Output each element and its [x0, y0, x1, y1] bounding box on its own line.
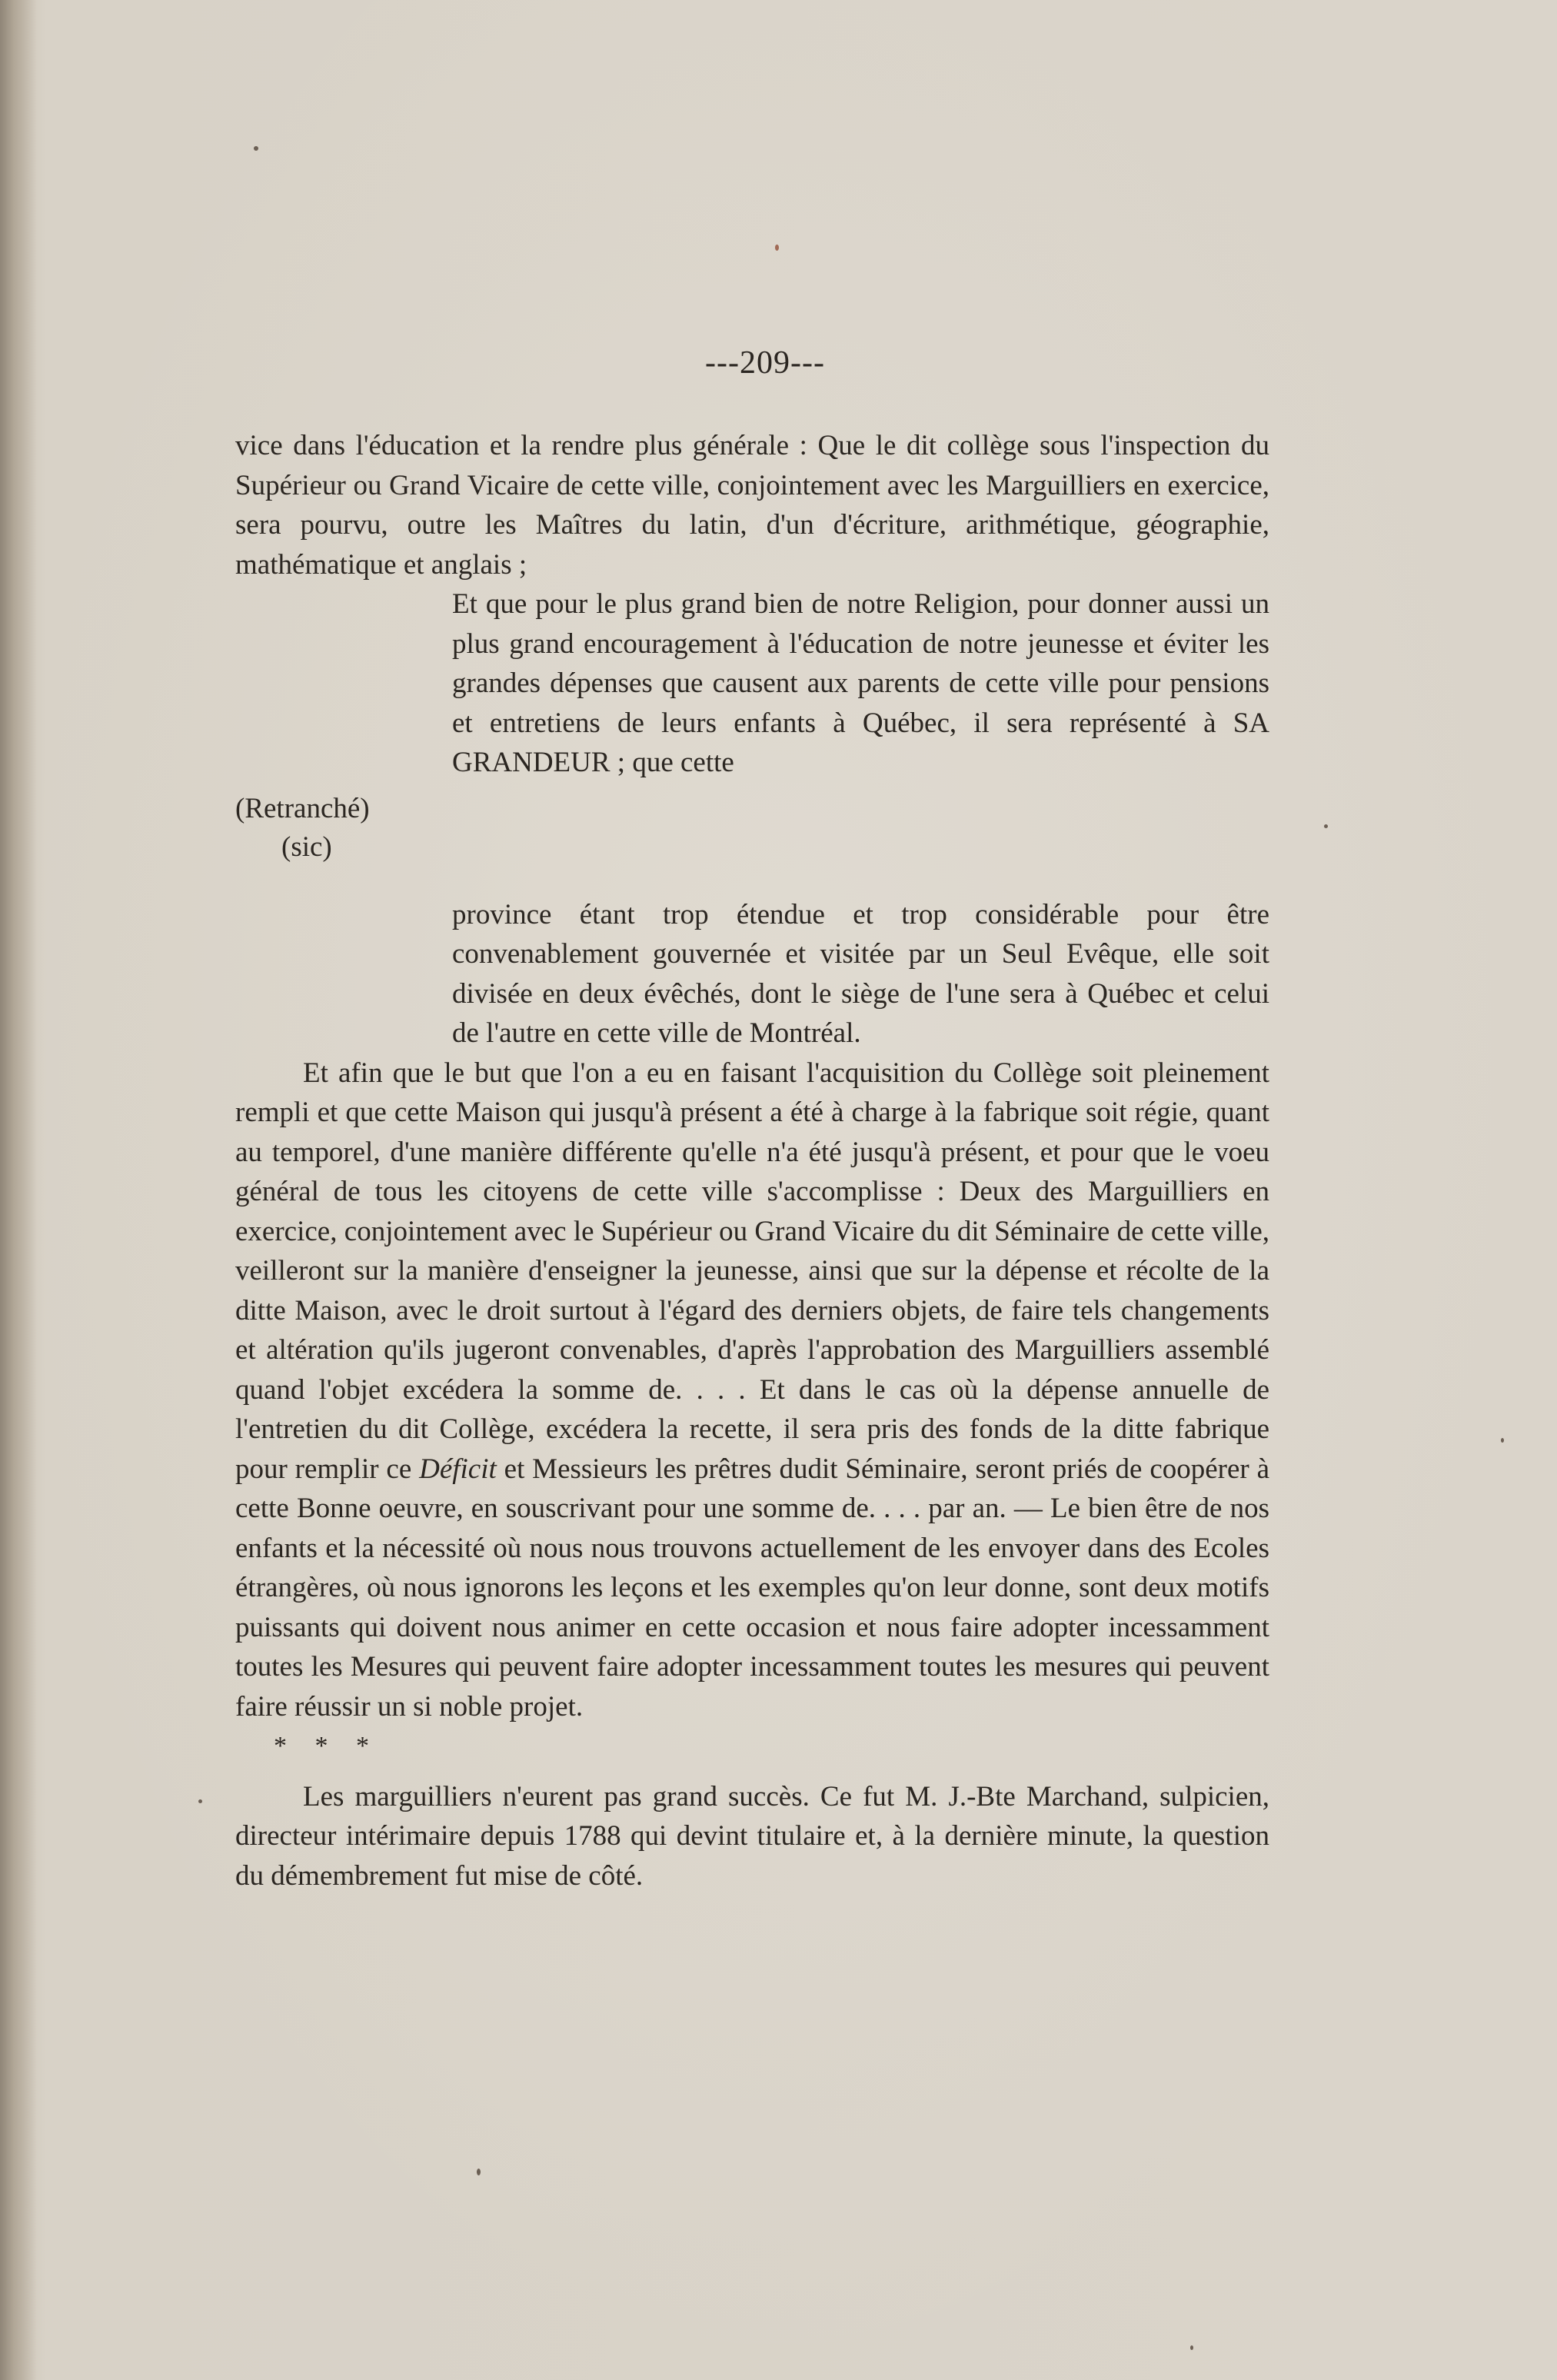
page-binding-shadow — [0, 0, 37, 2380]
paragraph-1: vice dans l'éducation et la rendre plus générale : Que le dit collège sous l'inspection du Supérieur ou Grand Vicaire de cette ville, conjointement avec les Marguilliers en exercice, sera pourvu, outre les Maîtres du latin, d'un d'écriture, arithmétique, géographie, mathématique et anglais ; — [235, 430, 1269, 581]
paragraph-5: Les marguilliers n'eurent pas grand succès. Ce fut M. J.-Bte Marchand, sulpicien, directeur intérimaire depuis 1788 qui devint titulaire et, à la dernière minute, la question du démembrement fut mise de côté. — [235, 1780, 1269, 1892]
marginal-note-sic: (sic) — [281, 831, 332, 863]
paper-speck — [1190, 2345, 1193, 2350]
paragraph-4 — [235, 1054, 1269, 1727]
paper-speck — [477, 2169, 481, 2175]
paragraph-4-italic-deficit: Déficit — [419, 1453, 497, 1485]
paper-speck — [1324, 824, 1328, 828]
section-separator: * * * — [274, 1732, 380, 1760]
body-text — [235, 426, 1269, 1896]
marginal-notes — [235, 783, 1269, 895]
paper-speck — [775, 245, 779, 251]
paragraph-4-text-b: et Messieurs les prêtres dudit Séminaire, seront priés de coopérer à cette Bonne oeuvre, en souscrivant pour une somme de. . . . par an. — Le bien être de nos enfants et la nécessité où nous nous trouvons actuellement de les envoyer dans des Ecoles étrangères, où nous ignorons les leçons et les exemples qu'on leur donne, sont deux motifs puissants qui doivent nous animer en cette occasion et nous faire adopter incessamment toutes les Mesures qui peuvent faire adopter incessamment toutes les mesures qui peuvent faire réussir un si noble projet. — [235, 1453, 1269, 1723]
paragraph-4-text-a: Et afin que le but que l'on a eu en faisant l'acquisition du Collège soit pleinement rempli et que cette Maison qui jusqu'à présent a été à charge à la fabrique soit régie, quant au temporel, d'une manière différente qu'elle n'a été jusqu'à présent, et pour que le voeu général de tous les citoyens de cette ville s'accomplisse : Deux des Marguilliers en exercice, conjointement avec le Supérieur ou Grand Vicaire du dit Séminaire de cette ville, veilleront sur la manière d'enseigner la jeunesse, ainsi que sur la dépense et récolte de la ditte Maison, avec le droit surtout à l'égard des derniers objets, de faire tels changements et altération qu'ils jugeront convenables, d'après l'approbation des Marguilliers assemblé quand l'objet excédera la somme de. . . . Et dans le cas où la dépense annuelle de l'entretien du dit Collège, excédera la recette, il sera pris des fonds de la ditte fabrique pour remplir ce — [235, 1057, 1269, 1485]
paper-speck — [198, 1799, 202, 1803]
marginal-note-retranche: (Retranché) — [235, 792, 370, 824]
paper-speck — [1501, 1438, 1504, 1443]
paragraph-3: province étant trop étendue et trop considérable pour être convenablement gouvernée et visitée par un Seul Evêque, elle soit divisée en deux évêchés, dont le siège de l'une sera à Québec et celui de l'autre en cette ville de Montréal. — [452, 898, 1269, 1049]
paper-speck — [254, 146, 258, 151]
paragraph-2: Et que pour le plus grand bien de notre Religion, pour donner aussi un plus grand encouragement à l'éducation de notre jeunesse et éviter les grandes dépenses que causent aux parents de cette ville pour pensions et entretiens de leurs enfants à Québec, il sera représenté à SA GRANDEUR ; que cette — [452, 588, 1269, 778]
page-number: ---209--- — [705, 345, 825, 381]
